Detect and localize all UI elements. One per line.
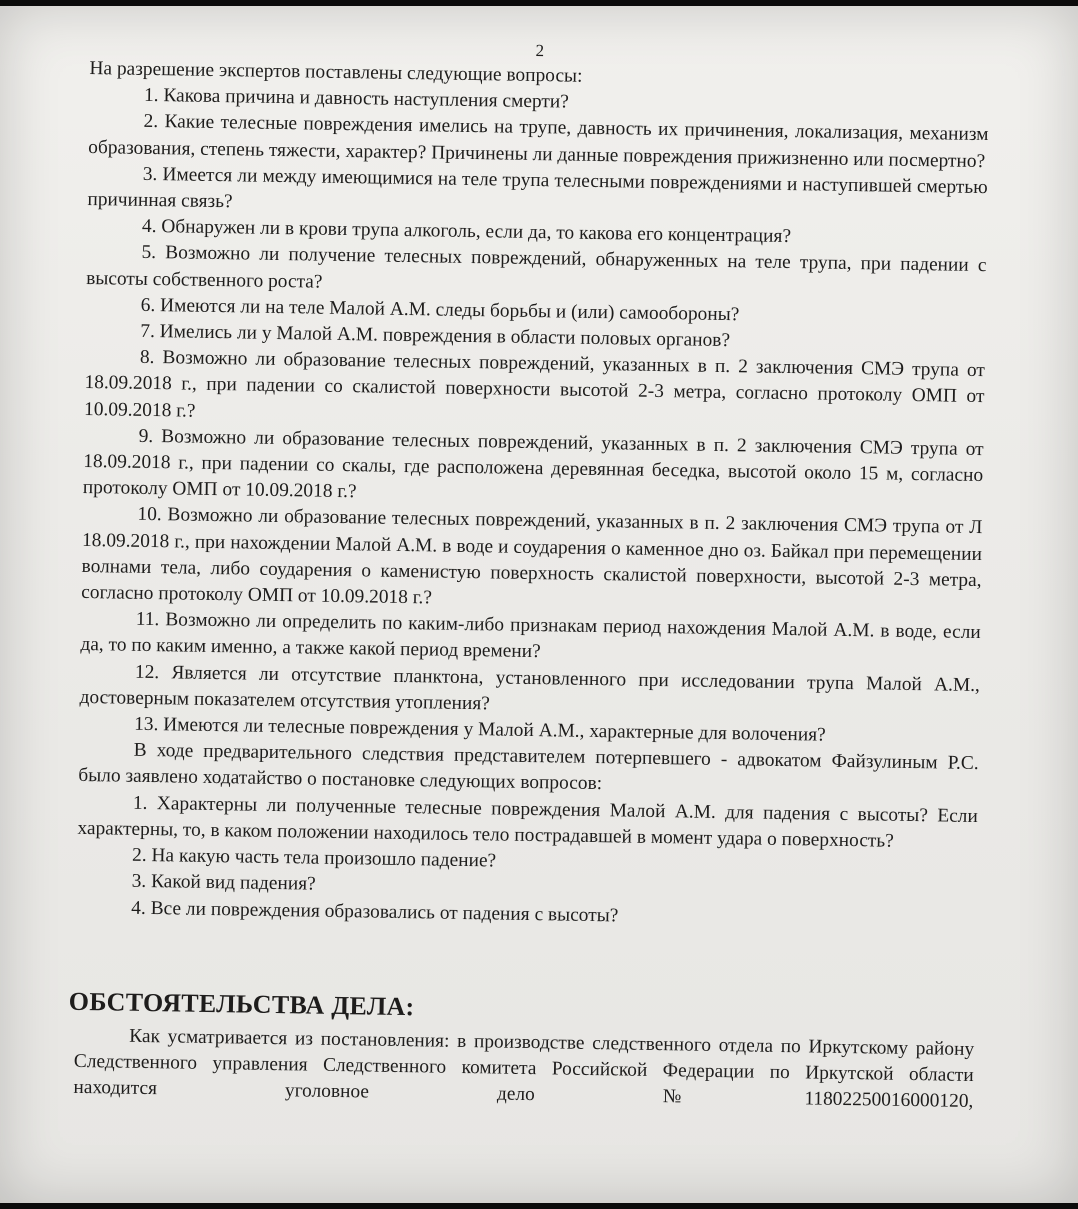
question-9: 9. Возможно ли образование телесных повреждений, указанных в п. 2 заключения СМЭ трупа от 18.09.2018 г., при падении со скалы, где расположена деревянная беседка, высотой около 15 м, согласно протоколу ОМП от 10.09.2018 г.? — [82, 425, 984, 503]
circumstances-paragraph: Как усматривается из постановления: в производстве следственного отдела по Иркутскому району Следственного управления Следственного комитета Российской Федерации по Иркутской области находится уголовное дело №11802250016000120, — [73, 1025, 975, 1113]
section-heading: ОБСТОЯТЕЛЬСТВА ДЕЛА: — [68, 986, 415, 1021]
question-1: 1. Какова причина и давность наступления смерти? — [143, 85, 569, 113]
question-12: 12. Является ли отсутствие планктона, установленного при исследовании трупа Малой А.М., достоверным показателем отсутствия утопления? — [79, 661, 981, 715]
question-11: 11. Возможно ли определить по каким-либо признакам период нахождения Малой А.М. в воде, если да, то по каким именно, а также какой период времени? — [80, 609, 981, 663]
circumstances-section — [73, 1023, 974, 1116]
question-7: 7. Имелись ли у Малой А.М. повреждения в области половых органов? — [140, 320, 731, 352]
page-number: 2 — [535, 41, 545, 61]
question-4: 4. Обнаружен ли в крови трупа алкоголь, если да, то какова его концентрация? — [141, 216, 792, 248]
question-8: 8. Возможно ли образование телесных повреждений, указанных в п. 2 заключения СМЭ трупа от 18.09.2018 г., при падении со скалистой поверхности высотой 2-3 метра, согласно протоколу ОМП от 10.09.2018 г.? — [83, 347, 985, 422]
document-page — [0, 6, 1078, 1203]
document-text — [68, 34, 990, 1115]
question-13: 13. Имеются ли телесные повреждения у Малой А.М., характерные для волочения? — [133, 713, 826, 746]
questions-intro: На разрешение экспертов поставлены следующие вопросы: — [89, 57, 583, 87]
petition-section — [76, 737, 979, 935]
petition-question-2: 2. На какую часть тела произошло падение? — [131, 844, 497, 872]
questions-section — [79, 56, 990, 751]
question-5: 5. Возможно ли получение телесных повреждений, обнаруженных на теле трупа, при падении с высоты собственного роста? — [86, 242, 987, 293]
petition-question-3: 3. Какой вид падения? — [131, 871, 316, 895]
question-10: 10. Возможно ли образование телесных повреждений, указанных в п. 2 заключения СМЭ трупа от Л 18.09.2018 г., при нахождении Малой А.М. в воде и соударения о каменное дно оз. Байкал при перемещении волнами тела, либо соударения о каменистую поверхность скалистой поверхности, высотой 2-3 метра, согласно протоколу ОМП от 10.09.2018 г.? — [81, 504, 983, 609]
petition-question-1: 1. Характерны ли полученные телесные повреждения Малой А.М. для падения с высоты? Если характерны, то, в каком положении находилось тело пострадавшей в момент удара о поверхность? — [77, 792, 978, 852]
question-6: 6. Имеются ли на теле Малой А.М. следы борьбы и (или) самообороны? — [140, 294, 740, 326]
petition-question-4: 4. Все ли повреждения образовались от падения с высоты? — [131, 897, 619, 926]
petition-intro: В ходе предварительного следствия представителем потерпевшего - адвокатом Файзулиным Р.С. было заявлено ходатайство о постановке следующих вопросов: — [78, 740, 979, 795]
question-2: 2. Какие телесные повреждения имелись на трупе, давность их причинения, локализация, механизм образования, степень тяжести, характер? Причинены ли данные повреждения прижизненно или посмертно? — [88, 111, 989, 172]
question-3: 3. Имеется ли между имеющимися на теле трупа телесными повреждениями и наступившей смертью причинная связь? — [87, 163, 988, 213]
